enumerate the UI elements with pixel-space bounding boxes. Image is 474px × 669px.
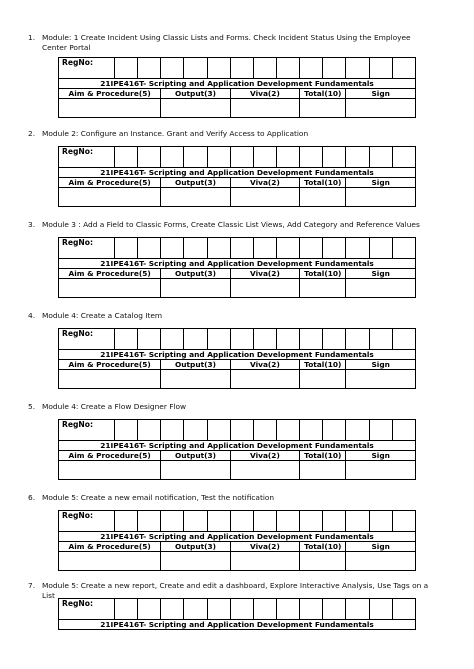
output-header: Output(3): [161, 542, 230, 552]
regno-cell[interactable]: [392, 147, 415, 168]
module-title: [28, 402, 432, 412]
regno-cell[interactable]: [323, 58, 346, 79]
module-number: 1.: [28, 33, 36, 42]
regno-cell[interactable]: [276, 238, 299, 259]
subject-title: 21IPE416T- Scripting and Application Development Fundamentals: [59, 350, 416, 360]
total-score[interactable]: [300, 188, 346, 207]
viva-score[interactable]: [230, 279, 299, 298]
regno-cell[interactable]: [184, 511, 207, 532]
sign-cell[interactable]: [346, 279, 416, 298]
regno-cell[interactable]: [115, 147, 138, 168]
regno-cell[interactable]: [207, 58, 230, 79]
regno-cell[interactable]: [323, 599, 346, 620]
assessment-table: [58, 237, 416, 298]
regno-label: RegNo:: [59, 599, 115, 620]
assessment-table: [58, 598, 416, 630]
regno-label: RegNo:: [59, 58, 115, 79]
regno-cell[interactable]: [161, 329, 184, 350]
regno-cell[interactable]: [230, 511, 253, 532]
regno-cell[interactable]: [184, 599, 207, 620]
output-header: Output(3): [161, 360, 230, 370]
regno-cell[interactable]: [253, 58, 276, 79]
regno-label: RegNo:: [59, 420, 115, 441]
sign-header: Sign: [346, 269, 416, 279]
regno-cell[interactable]: [392, 238, 415, 259]
subject-title: 21IPE416T- Scripting and Application Development Fundamentals: [59, 79, 416, 89]
viva-score[interactable]: [230, 552, 299, 571]
regno-cell[interactable]: [276, 420, 299, 441]
regno-cell[interactable]: [138, 511, 161, 532]
regno-cell[interactable]: [276, 58, 299, 79]
regno-cell[interactable]: [184, 58, 207, 79]
regno-cell[interactable]: [323, 238, 346, 259]
regno-cell[interactable]: [300, 329, 323, 350]
regno-row: [59, 238, 416, 259]
total-header: Total(10): [300, 178, 346, 188]
module-title-text: Module 2: Configure an Instance. Grant and Verify Access to Application: [42, 129, 309, 138]
regno-cell[interactable]: [392, 599, 415, 620]
output-score[interactable]: [161, 461, 230, 480]
aim-procedure-score[interactable]: [59, 188, 161, 207]
regno-cell[interactable]: [138, 329, 161, 350]
regno-cell[interactable]: [346, 147, 369, 168]
total-score[interactable]: [300, 552, 346, 571]
regno-cell[interactable]: [346, 329, 369, 350]
module-number: 6.: [28, 493, 36, 502]
regno-cell[interactable]: [230, 238, 253, 259]
regno-cell[interactable]: [346, 599, 369, 620]
regno-cell[interactable]: [184, 147, 207, 168]
regno-cell[interactable]: [369, 599, 392, 620]
regno-cell[interactable]: [138, 238, 161, 259]
regno-cell[interactable]: [184, 238, 207, 259]
regno-cell[interactable]: [230, 420, 253, 441]
aim-procedure-header: Aim & Procedure(5): [59, 269, 161, 279]
regno-cell[interactable]: [346, 420, 369, 441]
subject-title: 21IPE416T- Scripting and Application Development Fundamentals: [59, 532, 416, 542]
regno-row: [59, 599, 416, 620]
regno-row: [59, 420, 416, 441]
sign-header: Sign: [346, 542, 416, 552]
regno-cell[interactable]: [323, 511, 346, 532]
regno-cell[interactable]: [161, 58, 184, 79]
regno-cell[interactable]: [253, 329, 276, 350]
regno-row: [59, 329, 416, 350]
aim-procedure-score[interactable]: [59, 461, 161, 480]
viva-score[interactable]: [230, 370, 299, 389]
regno-row: [59, 147, 416, 168]
regno-cell[interactable]: [346, 58, 369, 79]
total-header: Total(10): [300, 451, 346, 461]
viva-score[interactable]: [230, 188, 299, 207]
regno-cell[interactable]: [207, 511, 230, 532]
regno-cell[interactable]: [138, 147, 161, 168]
regno-cell[interactable]: [253, 599, 276, 620]
regno-cell[interactable]: [207, 420, 230, 441]
module-title: [28, 220, 432, 230]
viva-header: Viva(2): [230, 178, 299, 188]
subject-title: 21IPE416T- Scripting and Application Development Fundamentals: [59, 620, 416, 630]
sign-header: Sign: [346, 178, 416, 188]
regno-cell[interactable]: [115, 58, 138, 79]
regno-cell[interactable]: [207, 147, 230, 168]
regno-cell[interactable]: [253, 147, 276, 168]
regno-cell[interactable]: [184, 329, 207, 350]
viva-header: Viva(2): [230, 89, 299, 99]
total-score[interactable]: [300, 279, 346, 298]
output-score[interactable]: [161, 552, 230, 571]
regno-cell[interactable]: [369, 511, 392, 532]
sign-header: Sign: [346, 451, 416, 461]
regno-cell[interactable]: [369, 329, 392, 350]
regno-cell[interactable]: [300, 147, 323, 168]
regno-cell[interactable]: [392, 58, 415, 79]
output-header: Output(3): [161, 89, 230, 99]
regno-label: RegNo:: [59, 511, 115, 532]
regno-cell[interactable]: [323, 420, 346, 441]
regno-label: RegNo:: [59, 238, 115, 259]
regno-cell[interactable]: [253, 511, 276, 532]
regno-cell[interactable]: [161, 420, 184, 441]
module-title-text: Module 4: Create a Catalog Item: [42, 311, 163, 320]
aim-procedure-header: Aim & Procedure(5): [59, 178, 161, 188]
regno-cell[interactable]: [276, 511, 299, 532]
output-score[interactable]: [161, 370, 230, 389]
regno-cell[interactable]: [369, 147, 392, 168]
regno-cell[interactable]: [230, 329, 253, 350]
regno-cell[interactable]: [323, 147, 346, 168]
assessment-table: [58, 419, 416, 480]
regno-cell[interactable]: [184, 420, 207, 441]
module-title: [28, 129, 432, 139]
total-header: Total(10): [300, 360, 346, 370]
total-score[interactable]: [300, 99, 346, 118]
regno-cell[interactable]: [300, 420, 323, 441]
aim-procedure-score[interactable]: [59, 552, 161, 571]
regno-cell[interactable]: [276, 147, 299, 168]
regno-label: RegNo:: [59, 147, 115, 168]
module-number: 7.: [28, 581, 36, 590]
module-title-text: Module 5: Create a new email notification, Test the notification: [42, 493, 275, 502]
aim-procedure-score[interactable]: [59, 99, 161, 118]
regno-cell[interactable]: [138, 58, 161, 79]
regno-cell[interactable]: [346, 511, 369, 532]
module-title: [28, 493, 432, 503]
output-score[interactable]: [161, 188, 230, 207]
regno-row: [59, 58, 416, 79]
regno-cell[interactable]: [323, 329, 346, 350]
regno-cell[interactable]: [300, 511, 323, 532]
output-header: Output(3): [161, 178, 230, 188]
regno-cell[interactable]: [276, 329, 299, 350]
module-title-text: Module: 1 Create Incident Using Classic Lists and Forms. Check Incident Status Using the Employee Center Portal: [42, 33, 411, 52]
regno-cell[interactable]: [276, 599, 299, 620]
viva-score[interactable]: [230, 99, 299, 118]
total-header: Total(10): [300, 89, 346, 99]
regno-cell[interactable]: [115, 511, 138, 532]
regno-cell[interactable]: [138, 599, 161, 620]
output-header: Output(3): [161, 269, 230, 279]
regno-cell[interactable]: [253, 420, 276, 441]
assessment-table: [58, 146, 416, 207]
regno-cell[interactable]: [161, 599, 184, 620]
regno-cell[interactable]: [115, 599, 138, 620]
regno-cell[interactable]: [161, 147, 184, 168]
regno-cell[interactable]: [138, 420, 161, 441]
aim-procedure-header: Aim & Procedure(5): [59, 542, 161, 552]
aim-procedure-score[interactable]: [59, 279, 161, 298]
total-header: Total(10): [300, 269, 346, 279]
module-title: [28, 311, 432, 321]
regno-cell[interactable]: [115, 420, 138, 441]
regno-cell[interactable]: [300, 599, 323, 620]
regno-cell[interactable]: [207, 599, 230, 620]
regno-cell[interactable]: [300, 58, 323, 79]
assessment-table: [58, 510, 416, 571]
regno-row: [59, 511, 416, 532]
subject-title: 21IPE416T- Scripting and Application Development Fundamentals: [59, 259, 416, 269]
regno-cell[interactable]: [392, 420, 415, 441]
regno-cell[interactable]: [392, 329, 415, 350]
regno-cell[interactable]: [115, 238, 138, 259]
module-title-text: Module 5: Create a new report, Create and edit a dashboard, Explore Interactive Analysis, Use Tags on a List: [42, 581, 429, 600]
sign-header: Sign: [346, 89, 416, 99]
module-number: 3.: [28, 220, 36, 229]
viva-header: Viva(2): [230, 542, 299, 552]
regno-cell[interactable]: [230, 147, 253, 168]
total-score[interactable]: [300, 461, 346, 480]
regno-cell[interactable]: [161, 511, 184, 532]
regno-cell[interactable]: [161, 238, 184, 259]
output-score[interactable]: [161, 99, 230, 118]
regno-cell[interactable]: [369, 420, 392, 441]
regno-label: RegNo:: [59, 329, 115, 350]
sign-header: Sign: [346, 360, 416, 370]
aim-procedure-header: Aim & Procedure(5): [59, 451, 161, 461]
regno-cell[interactable]: [207, 238, 230, 259]
module-title-text: Module 4: Create a Flow Designer Flow: [42, 402, 187, 411]
aim-procedure-header: Aim & Procedure(5): [59, 89, 161, 99]
viva-score[interactable]: [230, 461, 299, 480]
module-number: 5.: [28, 402, 36, 411]
sign-cell[interactable]: [346, 188, 416, 207]
regno-cell[interactable]: [115, 329, 138, 350]
module-title-text: Module 3 : Add a Field to Classic Forms, Create Classic List Views, Add Category and Reference Values: [42, 220, 420, 229]
regno-cell[interactable]: [207, 329, 230, 350]
output-header: Output(3): [161, 451, 230, 461]
module-title: [28, 33, 432, 53]
regno-cell[interactable]: [346, 238, 369, 259]
module-number: 2.: [28, 129, 36, 138]
subject-title: 21IPE416T- Scripting and Application Development Fundamentals: [59, 168, 416, 178]
viva-header: Viva(2): [230, 451, 299, 461]
regno-cell[interactable]: [369, 238, 392, 259]
sign-cell[interactable]: [346, 552, 416, 571]
aim-procedure-header: Aim & Procedure(5): [59, 360, 161, 370]
subject-title: 21IPE416T- Scripting and Application Development Fundamentals: [59, 441, 416, 451]
viva-header: Viva(2): [230, 360, 299, 370]
viva-header: Viva(2): [230, 269, 299, 279]
sign-cell[interactable]: [346, 461, 416, 480]
regno-cell[interactable]: [253, 238, 276, 259]
assessment-table: [58, 57, 416, 118]
total-score[interactable]: [300, 370, 346, 389]
sign-cell[interactable]: [346, 99, 416, 118]
regno-cell[interactable]: [300, 238, 323, 259]
assessment-table: [58, 328, 416, 389]
regno-cell[interactable]: [230, 599, 253, 620]
output-score[interactable]: [161, 279, 230, 298]
regno-cell[interactable]: [369, 58, 392, 79]
module-number: 4.: [28, 311, 36, 320]
regno-cell[interactable]: [230, 58, 253, 79]
total-header: Total(10): [300, 542, 346, 552]
sign-cell[interactable]: [346, 370, 416, 389]
regno-cell[interactable]: [392, 511, 415, 532]
aim-procedure-score[interactable]: [59, 370, 161, 389]
